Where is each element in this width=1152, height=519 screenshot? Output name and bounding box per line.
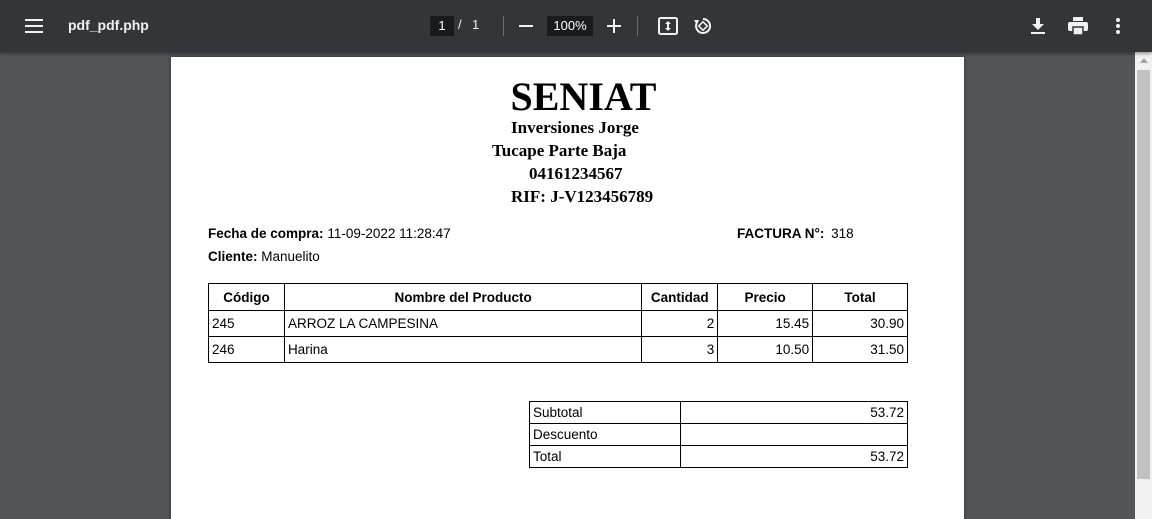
vertical-scrollbar[interactable] — [1135, 52, 1152, 519]
page-total: 1 — [472, 17, 480, 32]
store-name: Inversiones Jorge — [511, 118, 639, 137]
toolbar-divider — [503, 16, 504, 36]
column-header: Total — [813, 284, 908, 311]
product-price: 10.50 — [718, 337, 813, 363]
client — [208, 249, 320, 264]
purchase-date-label: Fecha de compra: — [208, 226, 324, 241]
column-header: Código — [209, 284, 285, 311]
summary-label: Subtotal — [530, 402, 681, 424]
zoom-out-icon[interactable] — [516, 16, 536, 36]
fit-to-page-icon[interactable] — [657, 15, 679, 37]
summary-row — [530, 402, 908, 424]
store-address: Tucape Parte Baja — [492, 141, 627, 160]
document-title: pdf_pdf.php — [68, 17, 149, 33]
product-quantity: 3 — [642, 337, 718, 363]
product-name: ARROZ LA CAMPESINA — [284, 311, 641, 337]
column-header: Cantidad — [642, 284, 718, 311]
totals-table — [529, 401, 908, 468]
store-phone: 04161234567 — [529, 164, 623, 183]
toolbar-divider — [637, 16, 638, 36]
table-row — [209, 311, 908, 337]
summary-value: 53.72 — [680, 402, 907, 424]
column-header: Nombre del Producto — [284, 284, 641, 311]
rotate-icon[interactable] — [692, 15, 714, 37]
company-name: SENIAT — [510, 74, 657, 119]
product-name: Harina — [284, 337, 641, 363]
scrollbar-thumb[interactable] — [1137, 70, 1150, 479]
invoice-number — [737, 226, 854, 241]
zoom-in-icon[interactable] — [604, 16, 624, 36]
product-code: 245 — [209, 311, 285, 337]
page-number-input[interactable]: 1 — [430, 16, 454, 36]
summary-row — [530, 446, 908, 468]
product-total: 30.90 — [813, 311, 908, 337]
invoice-number-label: FACTURA N°: — [737, 226, 825, 241]
product-code: 246 — [209, 337, 285, 363]
product-quantity: 2 — [642, 311, 718, 337]
items-table — [208, 283, 908, 363]
more-options-icon[interactable] — [1108, 15, 1128, 37]
page-separator: / — [458, 17, 462, 32]
invoice-number-value: 318 — [831, 226, 854, 241]
pdf-toolbar — [0, 0, 1152, 52]
summary-label: Descuento — [530, 424, 681, 446]
menu-icon[interactable] — [20, 14, 48, 38]
table-header-row — [209, 284, 908, 311]
summary-value — [680, 424, 907, 446]
purchase-date-value: 11-09-2022 11:28:47 — [327, 226, 451, 241]
store-rif: RIF: J-V123456789 — [511, 187, 654, 206]
client-label: Cliente: — [208, 249, 258, 264]
table-row — [209, 337, 908, 363]
pdf-page — [171, 57, 964, 519]
scroll-up-arrow-icon[interactable] — [1135, 52, 1152, 69]
column-header: Precio — [718, 284, 813, 311]
product-price: 15.45 — [718, 311, 813, 337]
download-icon[interactable] — [1027, 15, 1049, 37]
product-total: 31.50 — [813, 337, 908, 363]
summary-row — [530, 424, 908, 446]
summary-value: 53.72 — [680, 446, 907, 468]
summary-label: Total — [530, 446, 681, 468]
print-icon[interactable] — [1066, 15, 1090, 37]
pdf-viewport[interactable] — [0, 52, 1135, 519]
client-value: Manuelito — [261, 249, 320, 264]
zoom-level-input[interactable]: 100% — [547, 16, 593, 36]
purchase-date — [208, 226, 451, 241]
